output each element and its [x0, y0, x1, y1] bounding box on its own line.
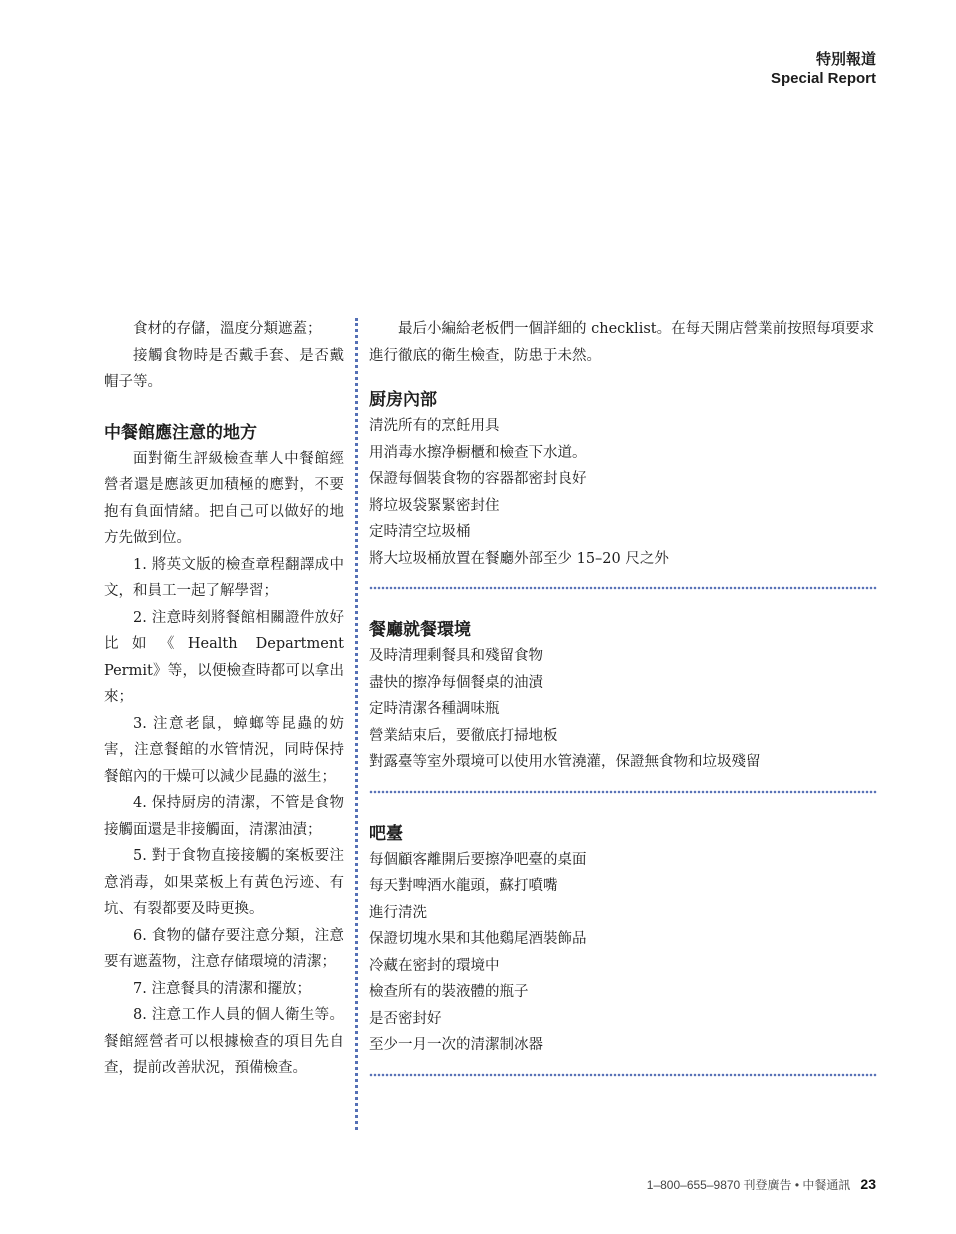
- list-item: 冷藏在密封的環境中: [369, 957, 500, 974]
- page-header: [771, 50, 876, 88]
- bar-checklist: [369, 847, 877, 1059]
- list-item: 盡快的擦净每個餐桌的油漬: [369, 674, 543, 691]
- list-item: 是否密封好: [369, 1010, 442, 1027]
- dotted-separator: [369, 1073, 877, 1078]
- section-title-cn: 特別報道: [815, 50, 876, 68]
- paragraph: 1. 將英文版的檢查章程翻譯成中文，和員工一起了解學習；: [104, 556, 344, 599]
- paragraph: 7. 注意餐具的清潔和擺放；: [133, 980, 311, 997]
- list-item: 營業結束后，要徹底打掃地板: [369, 727, 558, 744]
- left-column: [104, 316, 344, 1082]
- list-item: 至少一月一次的清潔制冰器: [369, 1037, 543, 1053]
- list-item: 將大垃圾桶放置在餐廳外部至少 15–20 尺之外: [369, 550, 669, 567]
- dotted-separator: [369, 790, 877, 795]
- section-heading-bar: 吧臺: [369, 823, 403, 844]
- list-item: 將垃圾袋緊緊密封住: [369, 497, 500, 514]
- page-footer: [647, 1176, 876, 1193]
- dining-checklist: [369, 643, 877, 776]
- paragraph: 4. 保持厨房的清潔，不管是食物接觸面還是非接觸面，清潔油漬；: [104, 795, 344, 838]
- list-item: 清洗所有的烹飪用具: [369, 418, 500, 434]
- list-item: 及時清理剩餐具和殘留食物: [369, 648, 543, 664]
- list-item: 定時清潔各種調味瓶: [369, 701, 500, 717]
- section-title-en: Special Report: [770, 70, 876, 87]
- right-column: [369, 316, 877, 1104]
- dotted-separator: [369, 586, 877, 591]
- paragraph: 2. 注意時刻將餐館相關證件放好比如《Health Department Permit》等，以便檢查時都可以拿出來；: [104, 609, 344, 705]
- list-item: 保證每個裝食物的容器都密封良好: [369, 471, 587, 487]
- paragraph: 3. 注意老鼠，蟑螂等昆蟲的妨害，注意餐館的水管情況，同時保持餐館內的干燥可以減少昆蟲的滋生；: [104, 715, 344, 785]
- list-item: 對露臺等室外環境可以使用水管澆灌，保證無食物和垃圾殘留: [369, 754, 761, 770]
- footer-text: 1–800–655–9870 刊登廣告 • 中餐通訊: [646, 1178, 851, 1192]
- intro-line: 接觸食物時是否戴手套、是否戴帽子等。: [104, 347, 344, 390]
- intro-line: 食材的存儲，溫度分類遮蓋；: [133, 321, 322, 337]
- section-heading-dining: 餐廳就餐環境: [369, 620, 471, 640]
- list-item: 保證切塊水果和其他鷄尾酒裝飾品: [369, 931, 587, 947]
- list-item: 檢查所有的裝液體的瓶子: [369, 984, 529, 1000]
- paragraph: 6. 食物的儲存要注意分類，注意要有遮蓋物，注意存储環境的清潔；: [104, 927, 344, 970]
- list-item: 每天對啤酒水龍頭，蘇打噴嘴: [369, 878, 558, 894]
- column-divider: [355, 318, 358, 1130]
- section-heading-kitchen: 厨房內部: [369, 390, 437, 410]
- list-item: 用消毒水擦净橱櫃和檢查下水道。: [369, 444, 587, 461]
- paragraph: 面對衛生評級檢查華人中餐館經營者還是應該更加積極的應對，不要抱有負面情緒。把自己可以做好的地方先做到位。: [104, 450, 344, 546]
- paragraph: 5. 對于食物直接接觸的案板要注意消毒，如果菜板上有黃色污迹、有坑、有裂都要及時更換。: [104, 848, 344, 917]
- left-heading: 中餐館應注意的地方: [104, 422, 257, 443]
- page-number: 23: [860, 1176, 876, 1192]
- list-item: 每個顧客離開后要擦净吧臺的桌面: [369, 851, 587, 868]
- checklist-intro: 最后小編給老板們一個詳細的 checklist。在每天開店營業前按照每項要求進行徹底的衛生檢查，防患于未然。: [369, 321, 875, 364]
- kitchen-checklist: [369, 413, 877, 572]
- list-item: 進行清洗: [369, 904, 427, 921]
- list-item: 定時清空垃圾桶: [369, 524, 471, 540]
- paragraph: 8. 注意工作人員的個人衛生等。餐館經營者可以根據檢查的項目先自查，提前改善狀況，預備檢查。: [104, 1007, 344, 1076]
